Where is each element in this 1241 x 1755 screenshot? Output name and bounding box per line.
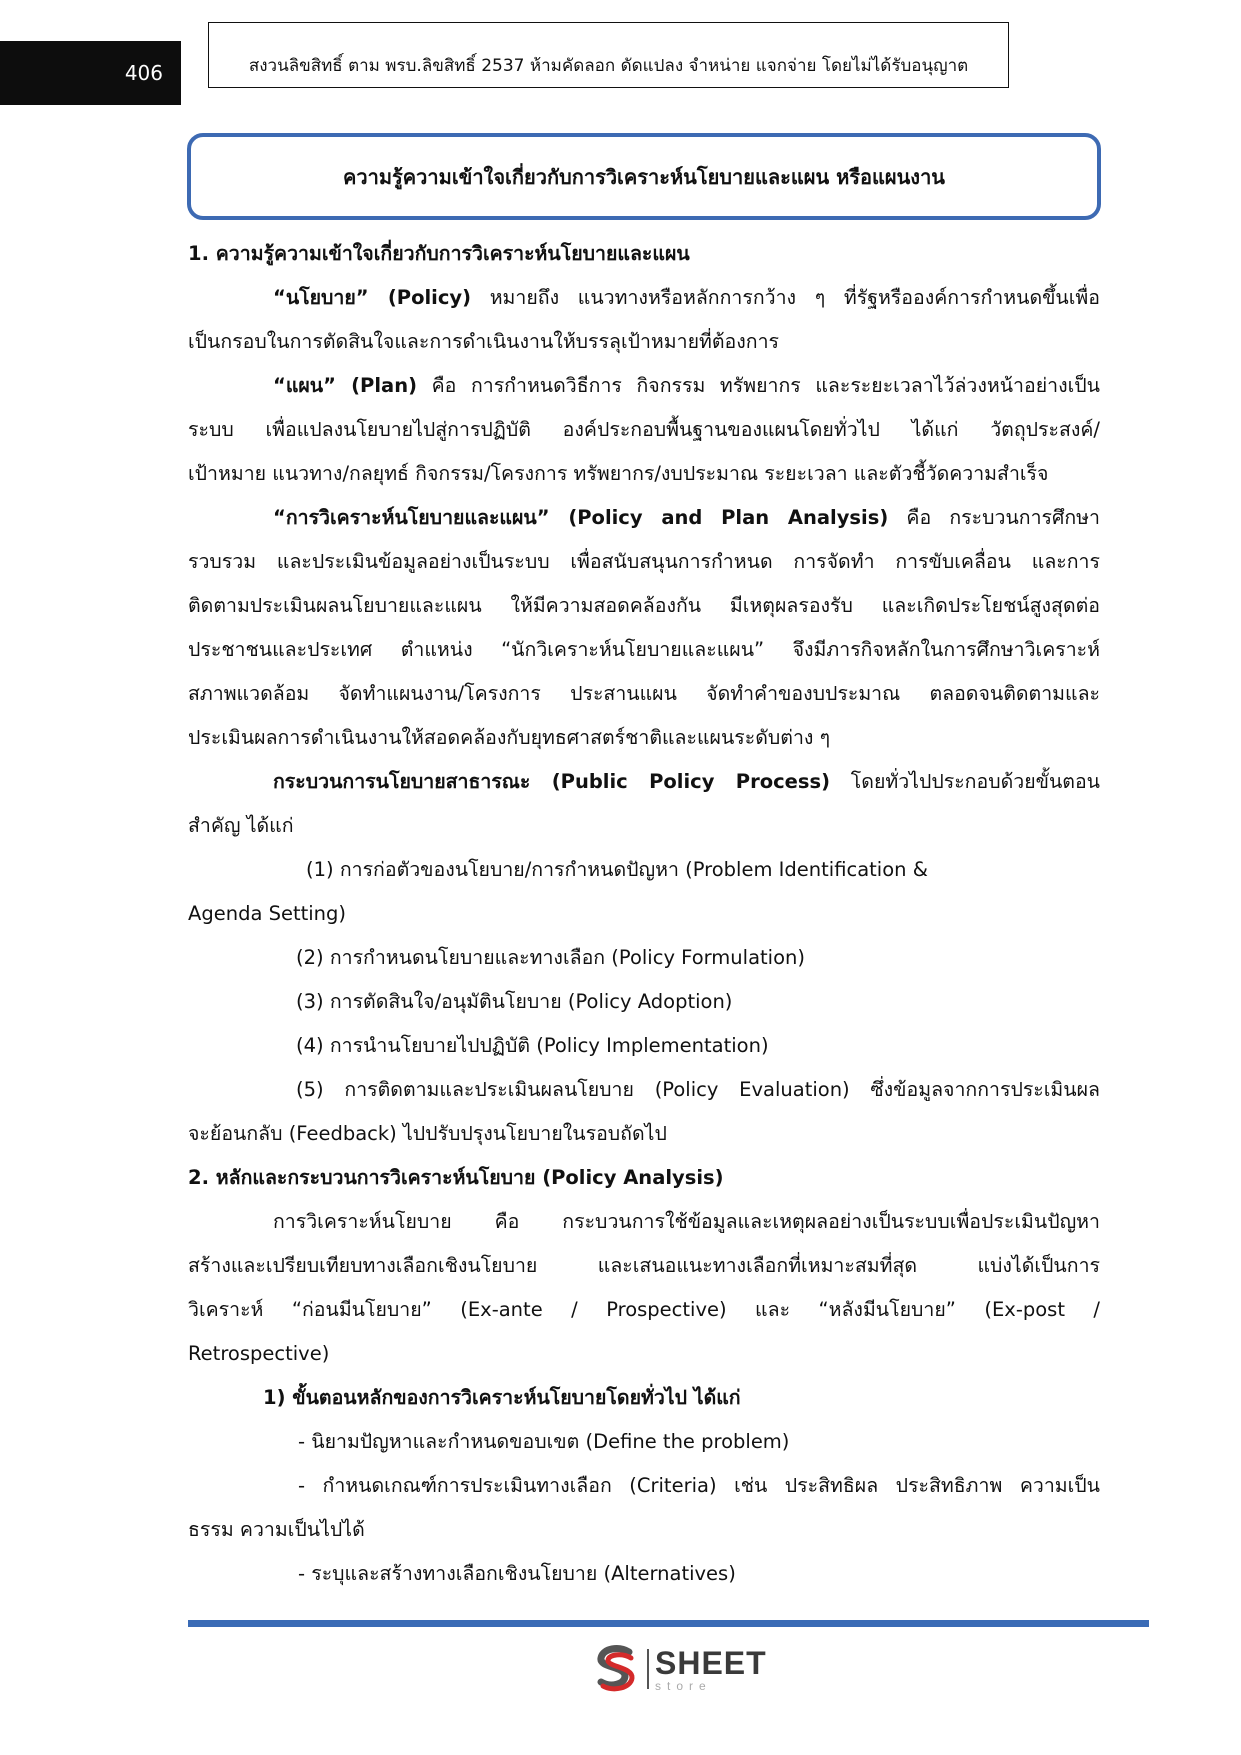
sheet-store-logo-icon	[591, 1644, 641, 1694]
analysis-line-5: สภาพแวดล้อม จัดทำแผนงาน/โครงการ ประสานแผน จัดทำคำของบประมาณ ตลอดจนติดตามและ	[188, 682, 1100, 705]
process-step-1: (1) การก่อตัวของนโยบาย/การกำหนดปัญหา (Problem Identification &	[306, 858, 928, 881]
analysis-line-1: คือ กระบวนการศึกษา	[888, 506, 1100, 529]
plan-definition	[188, 364, 1100, 408]
analysis-intro-line-1: การวิเคราะห์นโยบาย คือ กระบวนการใช้ข้อมูลและเหตุผลอย่างเป็นระบบเพื่อประเมินปัญหา	[273, 1210, 1100, 1233]
analysis-line-4: ประชาชนและประเทศ ตำแหน่ง “นักวิเคราะห์นโยบายและแผน” จึงมีภารกิจหลักในการศึกษาวิเคราะห์	[188, 638, 1100, 661]
analysis-line-2: รวบรวม และประเมินข้อมูลอย่างเป็นระบบ เพื่อสนับสนุนการกำหนด การจัดทำ การขับเคลื่อน และการ	[188, 550, 1100, 573]
section-title-box	[187, 133, 1101, 220]
sheet-store-logo	[591, 1643, 767, 1695]
policy-definition	[188, 276, 1100, 320]
process-line-1: โดยทั่วไปประกอบด้วยขั้นตอน	[830, 770, 1100, 793]
logo-word: SHEET	[655, 1644, 767, 1681]
document-body	[188, 232, 1100, 1596]
logo-subword: store	[655, 1678, 712, 1693]
policy-term: “นโยบาย” (Policy)	[273, 286, 472, 309]
policy-line-1: หมายถึง แนวทางหรือหลักการกว้าง ๆ ที่รัฐหรือองค์การกำหนดขึ้นเพื่อ	[471, 286, 1100, 309]
plan-term: “แผน” (Plan)	[273, 374, 417, 397]
analysis-intro-line-4: Retrospective)	[188, 1342, 330, 1365]
process-step-4: (4) การนำนโยบายไปปฏิบัติ (Policy Implementation)	[296, 1034, 769, 1057]
process-step-2: (2) การกำหนดนโยบายและทางเลือก (Policy Formulation)	[296, 946, 805, 969]
process-step-5-cont: จะย้อนกลับ (Feedback) ไปปรับปรุงนโยบายในรอบถัดไป	[188, 1122, 667, 1145]
analysis-line-3: ติดตามประเมินผลนโยบายและแผน ให้มีความสอดคล้องกัน มีเหตุผลรองรับ และเกิดประโยชน์สูงสุดต่อ	[188, 594, 1100, 617]
plan-line-1: คือ การกำหนดวิธีการ กิจกรรม ทรัพยากร และระยะเวลาไว้ล่วงหน้าอย่างเป็น	[417, 374, 1100, 397]
step-item-alternatives: - ระบุและสร้างทางเลือกเชิงนโยบาย (Alternatives)	[298, 1562, 736, 1585]
process-definition	[188, 760, 1100, 804]
logo-separator	[647, 1649, 649, 1689]
step-item-criteria-cont: ธรรม ความเป็นไปได้	[188, 1518, 365, 1541]
plan-line-2: ระบบ เพื่อแปลงนโยบายไปสู่การปฏิบัติ องค์ประกอบพื้นฐานของแผนโดยทั่วไป ได้แก่ วัตถุประสงค์/	[188, 418, 1100, 441]
section-title: ความรู้ความเข้าใจเกี่ยวกับการวิเคราะห์นโยบายและแผน หรือแผนงาน	[343, 164, 945, 189]
process-line-2: สำคัญ ได้แก่	[188, 814, 294, 837]
footer-divider	[188, 1620, 1149, 1627]
process-step-1-cont: Agenda Setting)	[188, 902, 347, 925]
logo-text	[655, 1644, 767, 1693]
analysis-definition	[188, 496, 1100, 540]
copyright-notice: สงวนลิขสิทธิ์ ตาม พรบ.ลิขสิทธิ์ 2537 ห้ามคัดลอก ดัดแปลง จำหน่าย แจกจ่าย โดยไม่ได้รับอนุญาต	[208, 22, 1009, 88]
steps-subheading: 1) ขั้นตอนหลักของการวิเคราะห์นโยบายโดยทั่วไป ได้แก่	[263, 1386, 741, 1409]
section1-heading: 1. ความรู้ความเข้าใจเกี่ยวกับการวิเคราะห์นโยบายและแผน	[188, 242, 690, 265]
step-item-define-problem: - นิยามปัญหาและกำหนดขอบเขต (Define the problem)	[298, 1430, 790, 1453]
analysis-intro-line-2: สร้างและเปรียบเทียบทางเลือกเชิงนโยบาย และเสนอแนะทางเลือกที่เหมาะสมที่สุด แบ่งได้เป็นการ	[188, 1254, 1100, 1277]
page-number: 406	[0, 41, 181, 105]
section2-heading: 2. หลักและกระบวนการวิเคราะห์นโยบาย (Policy Analysis)	[188, 1166, 724, 1189]
policy-line-2: เป็นกรอบในการตัดสินใจและการดำเนินงานให้บรรลุเป้าหมายที่ต้องการ	[188, 330, 779, 353]
process-step-3: (3) การตัดสินใจ/อนุมัตินโยบาย (Policy Adoption)	[296, 990, 733, 1013]
analysis-line-6: ประเมินผลการดำเนินงานให้สอดคล้องกับยุทธศาสตร์ชาติและแผนระดับต่าง ๆ	[188, 726, 831, 749]
plan-line-3: เป้าหมาย แนวทาง/กลยุทธ์ กิจกรรม/โครงการ ทรัพยากร/งบประมาณ ระยะเวลา และตัวชี้วัดความสำเร็จ	[188, 462, 1049, 485]
process-step-5: (5) การติดตามและประเมินผลนโยบาย (Policy Evaluation) ซึ่งข้อมูลจากการประเมินผล	[296, 1078, 1100, 1101]
step-item-criteria: - กำหนดเกณฑ์การประเมินทางเลือก (Criteria) เช่น ประสิทธิผล ประสิทธิภาพ ความเป็น	[298, 1474, 1100, 1497]
analysis-term: “การวิเคราะห์นโยบายและแผน” (Policy and Plan Analysis)	[273, 506, 889, 529]
analysis-intro-line-3: วิเคราะห์ “ก่อนมีนโยบาย” (Ex-ante / Prospective) และ “หลังมีนโยบาย” (Ex-post /	[188, 1298, 1100, 1321]
process-term: กระบวนการนโยบายสาธารณะ (Public Policy Process)	[273, 770, 831, 793]
